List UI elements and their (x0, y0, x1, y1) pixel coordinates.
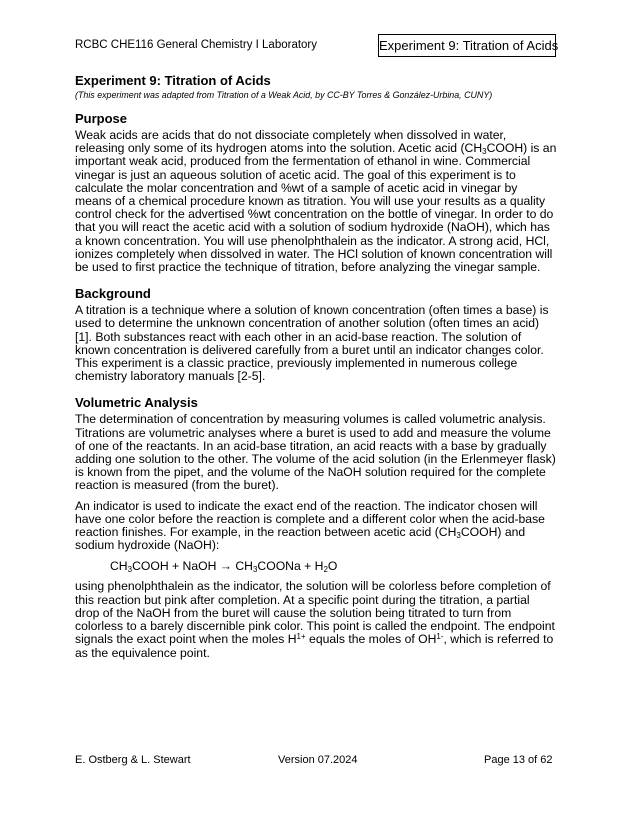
purpose-heading: Purpose (75, 111, 128, 126)
vp2-sub-1: 3 (456, 531, 461, 541)
vp3-sup-2: 1- (436, 632, 444, 642)
footer-version: Version 07.2024 (278, 754, 358, 766)
footer-page-number: Page 13 of 62 (484, 754, 553, 766)
attribution-note: (This experiment was adapted from Titration of a Weak Acid, by CC-BY Torres & González-Urbina, CUNY) (75, 90, 493, 100)
eq-part-d: O (327, 559, 338, 574)
eq-sub-b: 3 (252, 565, 258, 575)
reaction-equation (110, 559, 557, 573)
vp3-sup-1: 1+ (296, 632, 306, 642)
header-course-title: RCBC CHE116 General Chemistry I Laboratory (75, 39, 318, 51)
background-heading: Background (75, 286, 151, 302)
volumetric-paragraph-3 (75, 580, 557, 659)
volumetric-paragraph-1: The determination of concentration by measuring volumes is called volumetric analysis. Titrations are volumetric analyses where a buret is used to add and measure the volume of one of the reactants. In an acid-base titration, an acid reacts with a base by gradually adding one solution to the other. The volume of the acid solution (in the Erlenmeyer flask) is known from the pipet, and the volume of the NaOH solution required for the complete reaction is measured (from the buret). (75, 412, 556, 493)
vp3-text-2: equals the moles of OH (305, 632, 437, 647)
vp2-text-1: An indicator is used to indicate the exact end of the reaction. The indicator chosen will have one color before the reaction is complete and a different color when the acid-base reaction finishes. For example, in the reaction between acetic acid (CH (75, 498, 545, 540)
vp3-text-1: using phenolphthalein as the indicator, the solution will be colorless before completion of this reaction but pink after completion. At a specific point during the titration, a partial drop of the NaOH from the buret will cause the solution being titrated to turn from colorless to a barely discernible pink color. This point is called the endpoint. The endpoint signals the exact point when the moles H (75, 579, 555, 647)
volumetric-paragraph-2 (75, 500, 557, 553)
experiment-title: Experiment 9: Titration of Acids (75, 73, 271, 88)
purpose-text-1: Weak acids are acids that do not dissociate completely when dissolved in water, releasing only some of its hydrogen atoms into the solution. Acetic acid (CH (75, 128, 507, 156)
volumetric-heading: Volumetric Analysis (75, 395, 198, 411)
purpose-paragraph (75, 129, 557, 274)
background-paragraph: A titration is a technique where a solution of known concentration (often times a base) is used to determine the unknown concentration of another solution (often times an acid) [1]. Both substances react with each other in an acid-base reaction. The solution of known concentration is delivered carefully from a buret until an indicator changes color. This experiment is a classic practice, previously implemented in numerous college chemistry laboratory manuals [2-5]. (75, 303, 549, 384)
purpose-text-2: COOH) is an important weak acid, produced from the fermentation of ethanol in wine. Commercial vinegar is just an aqueous solution of acetic acid. The goal of this experiment is to calculate the molar concentration and %wt of a sample of acetic acid in vinegar by means of a chemical procedure known as titration. You will use your results as a quality control check for the advertised %wt concentration on the bottle of vinegar. In order to do that you will react the acetic acid with a solution of sodium hydroxide (NaOH), which has a known concentration. You will use phenolphthalein as the indicator. A strong acid, HCl, ionizes completely when dissolved in water. The HCl solution of known concentration will be used to first practice the technique of titration, before analyzing the vinegar sample. (75, 141, 557, 275)
eq-sub-a: 3 (127, 565, 133, 575)
purpose-sub-1: 3 (482, 147, 487, 157)
header-experiment-box: Experiment 9: Titration of Acids (378, 34, 556, 57)
vp2-text-2: COOH) and sodium hydroxide (NaOH): (75, 525, 526, 553)
eq-part-b: COOH + NaOH → CH (132, 559, 253, 574)
footer-authors: E. Ostberg & L. Stewart (75, 754, 191, 766)
document-body (75, 73, 557, 660)
eq-part-a: CH (110, 559, 128, 574)
eq-sub-c: 2 (323, 565, 328, 575)
vp3-text-3: , which is referred to as the equivalence point. (75, 632, 554, 660)
eq-part-c: COONa + H (257, 559, 324, 574)
